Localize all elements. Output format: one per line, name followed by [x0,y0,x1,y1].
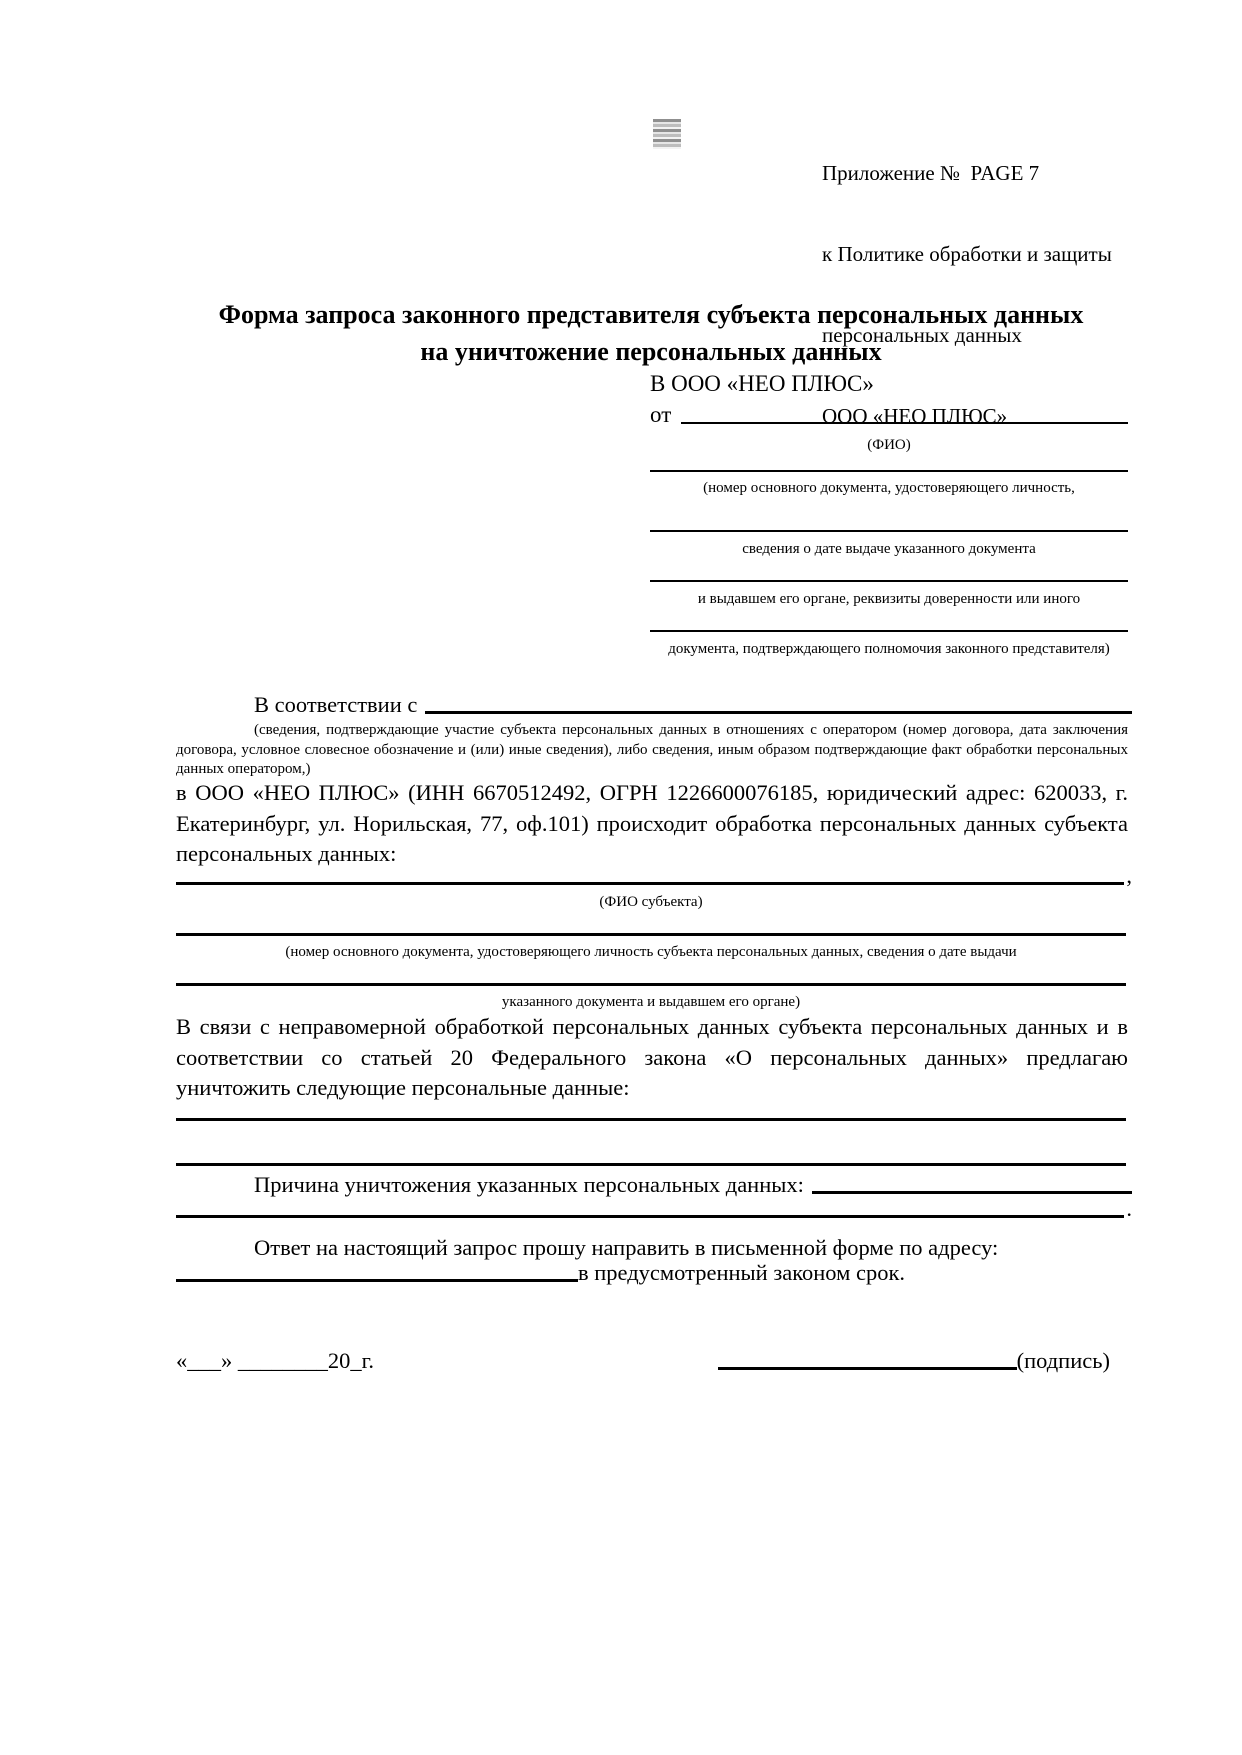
doc-field-line-4 [650,630,1128,632]
from-row [650,400,1128,428]
subject-doc-caption-1: (номер основного документа, удостоверяющего личность субъекта персональных данных, сведения о дате выдачи [285,944,1017,960]
form-title-line-2: на уничтожение персональных данных [420,337,882,366]
appendix-header-line: к Политике обработки и защиты [822,242,1112,266]
reply-intro-paragraph: Ответ на настоящий запрос прошу направить в письменной форме по адресу: [254,1235,999,1260]
reply-address-row [176,1258,1132,1286]
destroy-request-paragraph: В связи с неправомерной обработкой персональных данных субъекта персональных данных и в соответствии со статьей 20 Федерального закона «О персональных данных» предлагаю уничтожить следующие персональные данные: [176,1014,1128,1100]
embedded-object-icon [653,119,681,149]
accordance-row [176,690,1132,718]
trailing-period: . [1126,1196,1132,1221]
form-title-line-1: Форма запроса законного представителя субъекта персональных данных [218,300,1084,329]
doc-field-line-1 [650,470,1128,472]
reason-fill-line [812,1191,1132,1194]
form-title [176,296,1126,370]
blank-line-1 [176,1118,1126,1121]
operator-paragraph: в ООО «НЕО ПЛЮС» (ИНН 6670512492, ОГРН 1226600076185, юридический адрес: 620033, г. Екатеринбург, ул. Норильская, 77, оф.101) происходит обработка персональных данных субъекта персональных данных: [176,780,1128,866]
doc-field-caption-4: документа, подтверждающего полномочия законного представителя) [668,641,1110,657]
reason-label: Причина уничтожения указанных персональных данных: [254,1172,804,1197]
from-label: от [650,402,672,427]
signature-row [718,1345,1110,1374]
accordance-label: В соответствии с [254,692,418,717]
reason-continuation-line [176,1215,1124,1218]
subject-doc-line-2 [176,983,1126,986]
accordance-fill-line [425,711,1132,714]
subject-fio-line-row [176,863,1132,889]
subject-fio-caption: (ФИО субъекта) [599,894,703,910]
trailing-comma: , [1126,863,1132,888]
fio-caption: (ФИО) [867,437,911,453]
doc-field-line-3 [650,580,1128,582]
reason-continuation-row [176,1196,1132,1222]
blank-line-2 [176,1163,1126,1166]
appendix-header-line: персональных данных [822,323,1022,347]
reply-suffix: в предусмотренный законом срок. [578,1260,905,1285]
reason-row [176,1170,1132,1198]
signature-caption: (подпись) [1016,1348,1110,1373]
fine-print-note: (сведения, подтверждающие участие субъекта персональных данных в отношениях с оператором (номер договора, дата заключения договора, условное словесное обозначение и (или) иные сведения), либо сведения, иным образом подтверждающие факт обработки персональных данных оператором,) [176,722,1128,777]
subject-doc-line-1 [176,933,1126,936]
recipient-organization: В ООО «НЕО ПЛЮС» [650,371,874,396]
signature-fill-line [718,1367,1017,1370]
doc-field-caption-3: и выдавшем его органе, реквизиты доверенности или иного [697,591,1081,607]
doc-field-line-2 [650,530,1128,532]
reply-address-fill-line [176,1279,578,1282]
fio-fill-line [681,422,1128,424]
date-placeholder: «___» ________20_г. [176,1348,374,1373]
subject-doc-caption-2: указанного документа и выдавшем его органе) [501,994,801,1010]
doc-field-caption-2: сведения о дате выдаче указанного документа [742,541,1036,557]
appendix-header-line: ООО «НЕО ПЛЮС» [822,404,1008,428]
subject-fio-fill-line [176,882,1124,885]
doc-field-caption-1: (номер основного документа, удостоверяющего личность, [703,480,1075,496]
appendix-header-line: Приложение № PAGE 7 [822,161,1040,185]
